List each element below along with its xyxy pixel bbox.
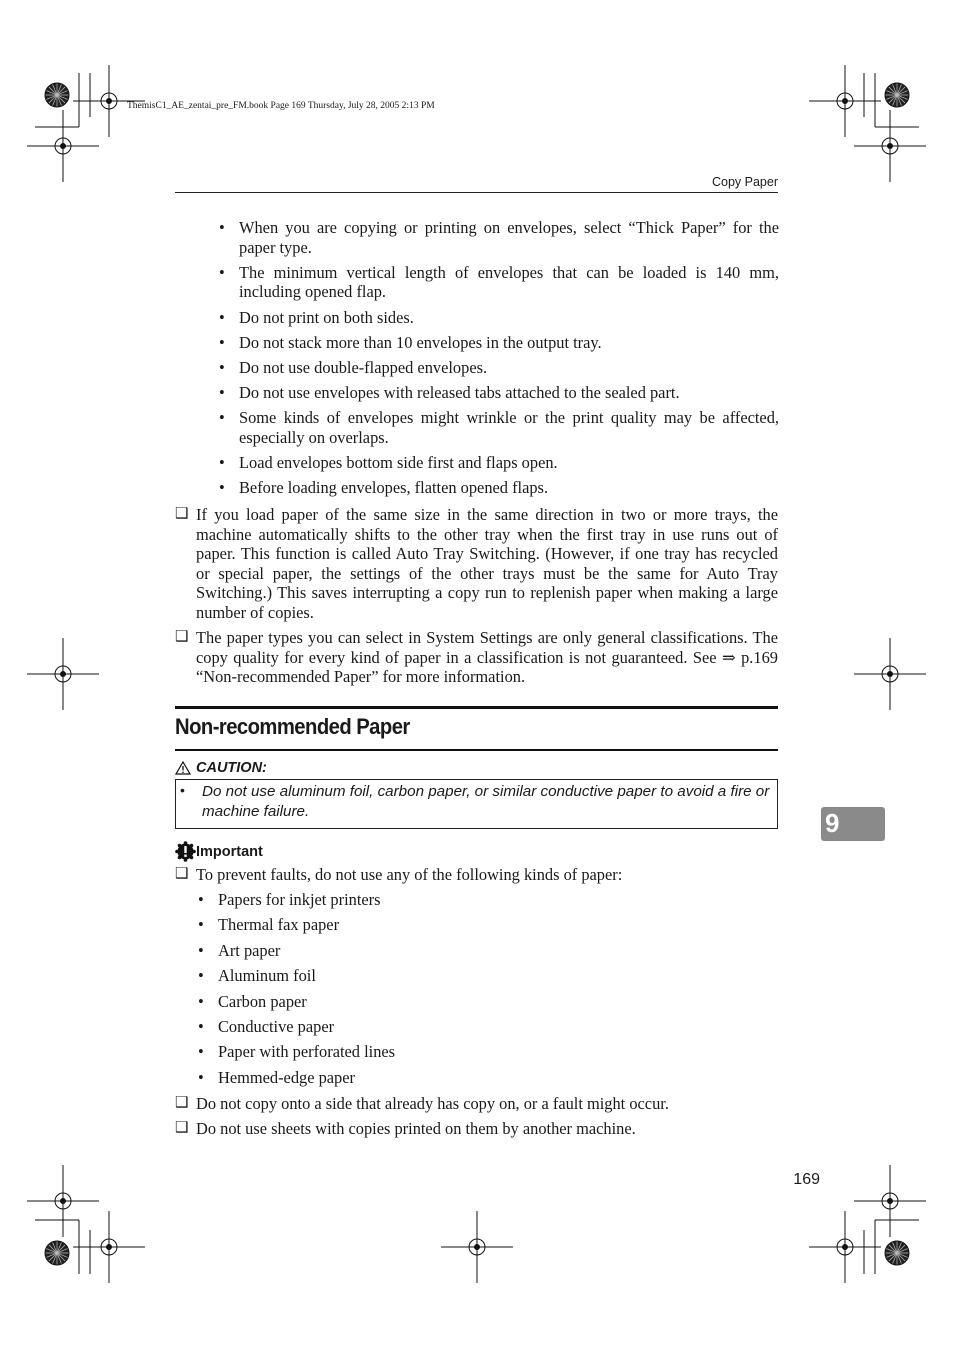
bullet-icon: • — [198, 1016, 204, 1036]
section-title: Non-recommended Paper — [175, 714, 410, 739]
checkbox-icon: ❑ — [175, 506, 189, 522]
chapter-number: 9 — [825, 808, 840, 838]
note-paper-types: ❑ The paper types you can select in System Settings are only general classifications. The copy quality for every kind of paper in a classification is not guaranteed. See ⇒ p.169 “Non-recommended Paper” for more information. — [175, 628, 778, 687]
bullet-icon: • — [198, 890, 204, 909]
caution-box — [175, 779, 778, 829]
bullet-icon: • — [219, 307, 225, 327]
bullet-icon: • — [180, 782, 185, 798]
list-item: • Thermal fax paper — [198, 915, 340, 935]
page-number: 169 — [793, 1171, 820, 1188]
bullet-icon: • — [198, 966, 204, 986]
caution-label: CAUTION: — [175, 760, 267, 776]
list-item: • Art paper — [198, 940, 281, 960]
running-header: Copy Paper — [711, 175, 778, 189]
bullet-icon: • — [198, 991, 204, 1011]
checkbox-icon: ❑ — [175, 866, 189, 882]
envelope-bullet-list — [219, 218, 779, 503]
book-info-line: ThemisC1_AE_zentai_pre_FM.book Page 169 Thursday, July 28, 2005 2:13 PM — [127, 101, 435, 111]
list-item: • The minimum vertical length of envelopes that can be loaded is 140 mm, including opened flap. — [219, 262, 779, 302]
checkbox-icon: ❑ — [175, 1095, 189, 1111]
list-item: • Carbon paper — [198, 991, 307, 1011]
list-item: • Do not stack more than 10 envelopes in the output tray. — [219, 332, 602, 352]
list-item: • Aluminum foil — [198, 966, 316, 986]
section-rule-top — [175, 706, 778, 709]
bullet-icon: • — [219, 478, 225, 498]
bullet-icon: • — [198, 1067, 204, 1087]
important-icon — [175, 841, 196, 862]
bullet-icon: • — [198, 915, 204, 935]
bullet-icon: • — [219, 383, 225, 403]
list-item: • Do not use envelopes with released tabs attached to the sealed part. — [219, 383, 680, 403]
important-label: Important — [175, 841, 263, 862]
bullet-icon: • — [219, 408, 225, 428]
caution-text: Do not use aluminum foil, carbon paper, or similar conductive paper to avoid a fire or machine failure. — [202, 783, 770, 820]
bullet-icon: • — [219, 218, 225, 237]
important-intro: ❑ To prevent faults, do not use any of the following kinds of paper: — [175, 865, 623, 884]
note-auto-tray-switching: ❑ If you load paper of the same size in the same direction in two or more trays, the machine automatically shifts to the other tray when the first tray in use runs out of paper. This function is called Auto Tray Switching. (However, if one tray has recycled or special paper, the settings of the other trays must be the same for Auto Tray Switching.) This saves interrupting a copy run to replenish paper when making a large number of copies. — [175, 505, 778, 622]
chapter-tab — [821, 807, 885, 841]
warning-triangle-icon — [175, 761, 191, 775]
paper-types-list — [198, 890, 698, 1093]
list-item: • Hemmed-edge paper — [198, 1067, 355, 1087]
list-item: • Some kinds of envelopes might wrinkle or the print quality may be affected, especially on overlaps. — [219, 408, 779, 447]
list-item: • Papers for inkjet printers — [198, 890, 381, 909]
bullet-icon: • — [219, 262, 225, 282]
closing-note: ❑ Do not copy onto a side that already has copy on, or a fault might occur. — [175, 1094, 669, 1113]
list-item: • When you are copying or printing on envelopes, select “Thick Paper” for the paper type. — [219, 218, 779, 257]
header-rule — [175, 192, 778, 193]
bullet-icon: • — [219, 357, 225, 377]
list-item: • Load envelopes bottom side first and flaps open. — [219, 453, 558, 473]
bullet-icon: • — [219, 453, 225, 473]
bullet-icon: • — [198, 1042, 204, 1062]
list-item: • Paper with perforated lines — [198, 1042, 396, 1062]
list-item: • Conductive paper — [198, 1016, 335, 1036]
section-rule-bottom — [175, 749, 778, 751]
bullet-icon: • — [219, 332, 225, 352]
list-item: • Do not print on both sides. — [219, 307, 414, 327]
bullet-icon: • — [198, 940, 204, 960]
checkbox-icon: ❑ — [175, 629, 189, 645]
checkbox-icon: ❑ — [175, 1120, 189, 1136]
closing-note: ❑ Do not use sheets with copies printed on them by another machine. — [175, 1119, 636, 1138]
list-item: • Do not use double-flapped envelopes. — [219, 357, 488, 377]
list-item: • Before loading envelopes, flatten opened flaps. — [219, 478, 549, 498]
